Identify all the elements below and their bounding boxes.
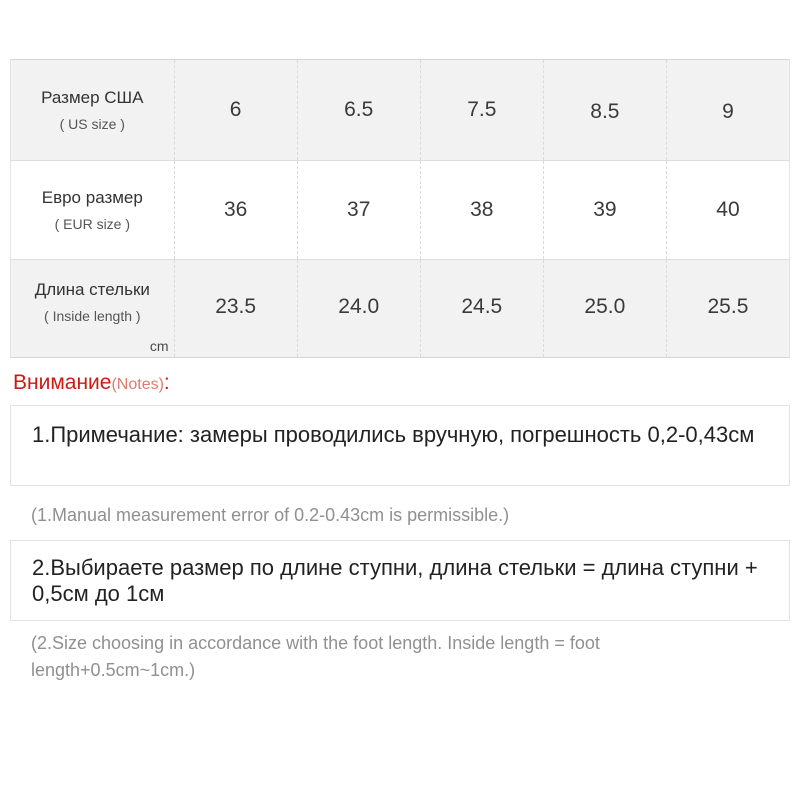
table-row-eur-size (11, 160, 789, 260)
row-title: Евро размер (41, 188, 143, 207)
table-cell: 39 (543, 161, 666, 259)
table-cell: 9 (666, 60, 789, 160)
table-cell: 25.5 (666, 260, 789, 357)
table-cell: 24.5 (420, 260, 543, 357)
table-cell: 24.0 (297, 260, 420, 357)
table-cell: 23.5 (174, 260, 297, 357)
notes-heading-en: (Notes) (111, 376, 164, 393)
notes-heading-ru: Внимание (13, 371, 112, 394)
note-text-en: (1.Manual measurement error of 0.2-0.43cm is permissible.) (31, 505, 510, 525)
notes-heading-colon: : (163, 371, 170, 394)
table-cell: 25.0 (543, 260, 666, 357)
table-row-us-size (11, 60, 789, 160)
table-cell: 8.5 (543, 60, 666, 160)
table-cell: 38 (420, 161, 543, 259)
table-row-inside-length (11, 260, 789, 357)
notes-heading (13, 371, 170, 395)
row-title: Длина стельки (34, 279, 150, 299)
row-subtitle: ( US size ) (59, 116, 125, 132)
row-subtitle: ( EUR size ) (54, 216, 131, 232)
unit-label: cm (149, 338, 169, 354)
table-cell: 7.5 (420, 60, 543, 160)
row-header-eur-size (11, 161, 174, 259)
row-header-inside-length (11, 260, 174, 357)
row-title: Размер США (41, 88, 144, 107)
note-text-ru: 2.Выбираете размер по длине ступни, длина стельки = длина ступни + 0,5см до 1см (32, 555, 758, 606)
row-header-us-size (11, 60, 174, 160)
table-cell: 40 (666, 161, 789, 259)
note-text-ru: 1.Примечание: замеры проводились вручную, погрешность 0,2-0,43см (32, 422, 755, 447)
table-cell: 6 (174, 60, 297, 160)
table-cell: 37 (297, 161, 420, 259)
table-cell: 36 (174, 161, 297, 259)
note-box-2 (10, 540, 790, 621)
size-table (10, 59, 790, 358)
note-text-en: (2.Size choosing in accordance with the foot length. Inside length = foot length+0.5cm~1cm.) (31, 633, 600, 680)
note-box-1 (10, 405, 790, 486)
row-subtitle: ( Inside length ) (44, 307, 141, 324)
table-cell: 6.5 (297, 60, 420, 160)
